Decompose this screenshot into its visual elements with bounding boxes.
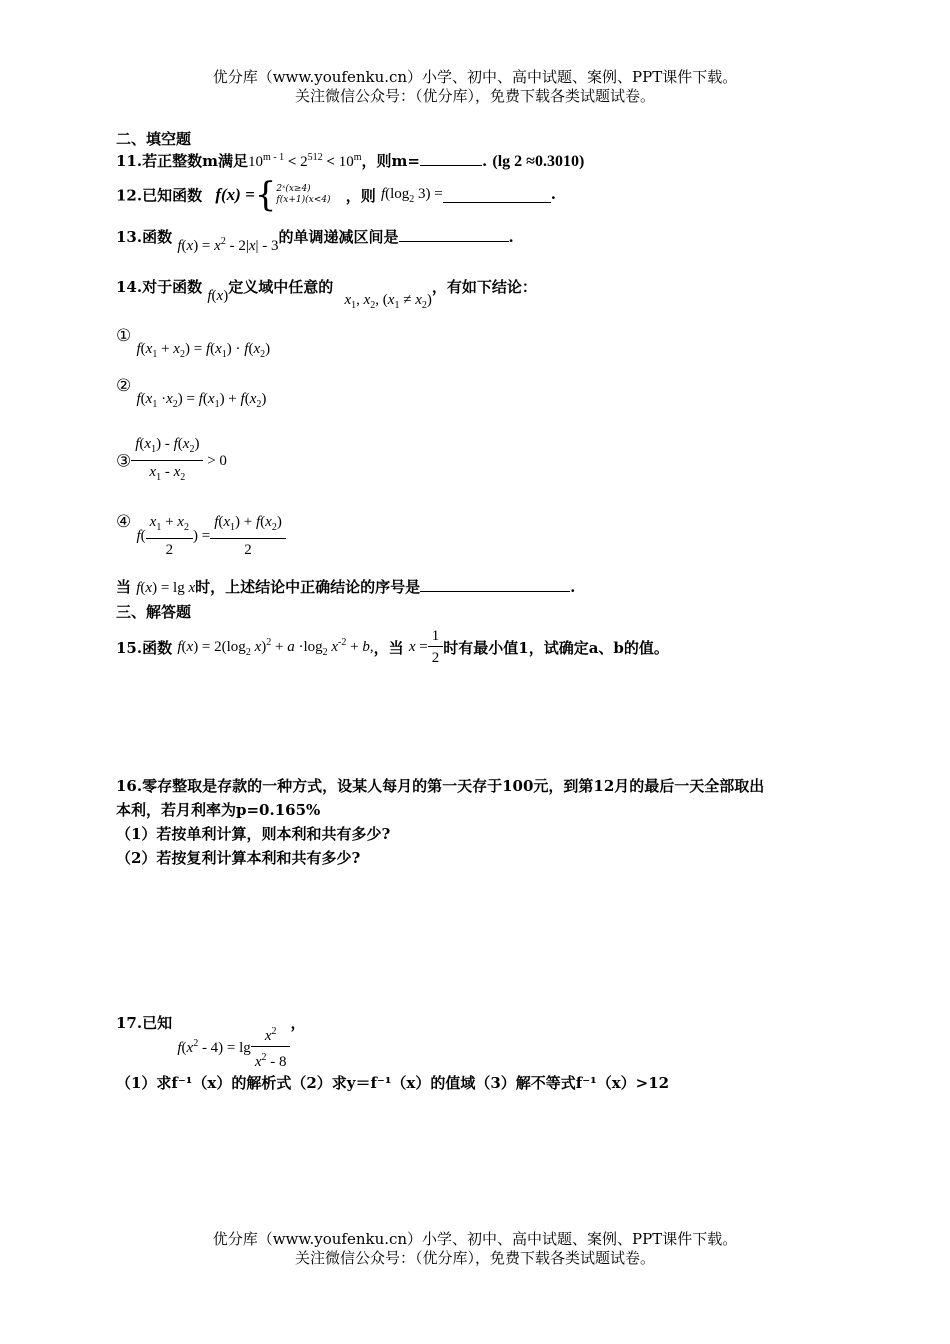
- q17-subquestions: （1）求f⁻¹（x）的解析式（2）求y＝f⁻¹（x）的值域（3）解不等式f⁻¹（x）>12: [116, 1074, 670, 1092]
- q14-item-1: ① $f(x_1 + x_2) = f(x_1) \cdot f(x_2)$: [116, 326, 271, 360]
- q13-lead: 13.函数: [116, 228, 173, 246]
- q12-piecewise-cases: 2ˣ(x≥4) f(x+1)(x<4): [276, 184, 331, 205]
- footer-line-1: 优分库（www.youfenku.cn）小学、初中、高中试题、案例、PPT课件下载。: [212, 1230, 738, 1248]
- question-13: 13.函数 $f(x) = x^2 - 2|x| - 3$的单调递减区间是 .: [116, 228, 514, 254]
- question-16: 16.零存整取是存款的一种方式，设某人每月的第一天存于100元，到第12月的最后一天全部取出 本利，若月利率为p=0.165% （1）若按单利计算，则本利和共有多少? （2）若按复利计算本利和共有多少?: [116, 777, 765, 867]
- q15-lead: 15.函数: [116, 639, 173, 657]
- q12-answer-blank: [443, 188, 551, 203]
- page-header: [0, 68, 950, 106]
- q11-answer-blank: [420, 151, 482, 166]
- q13-function: $f(x) = x^2 - 2|x| - 3$: [177, 236, 279, 254]
- q14-lead: 14.对于函数: [116, 278, 203, 296]
- header-line-1: 优分库（www.youfenku.cn）小学、初中、高中试题、案例、PPT课件下载。: [212, 68, 738, 86]
- question-17: 17.已知 $f(x^2 - 4) = \lg$ $\frac{x^2}{x^2 - 8}$ ，: [116, 1014, 306, 1070]
- question-14: 14.对于函数 f(x)定义域中任意的 $x_1$, $x_2$, $(x_1 \ne x_2)$，有如下结论：: [116, 278, 537, 311]
- q13-tail: 的单调递减区间是: [278, 228, 399, 246]
- q14-answer-blank: [420, 577, 570, 592]
- q14-item-4: ④ f( $\frac{x_1 + x_2}{2}$ ) = $\frac{f(x_1) + f(x_2)}{2}$: [116, 512, 286, 561]
- q12-lead: 12.已知函数: [116, 186, 203, 205]
- q14-item-3: ③ $\frac{f(x_1) - f(x_2)}{x_1 - x_2}$ > 0: [116, 436, 227, 483]
- q14-mid: 定义域中任意的: [228, 278, 334, 296]
- q14-conclusion: 当 f(x) = lg x时，上述结论中正确结论的序号是 .: [116, 578, 576, 596]
- q13-answer-blank: [399, 227, 509, 242]
- page-footer: [0, 1230, 950, 1268]
- q14-item-2: ② $f(x_1 \cdot x_2) = f(x_1) + f(x_2)$: [116, 376, 267, 410]
- q11-lead: 11.若正整数m满足: [116, 152, 248, 170]
- question-15: 15.函数 $f(x) = 2(\log_2$ $x)^2 + a \cdot\log_2$ $x^{-2} + b$,，当 x = $\frac{1}{2}$ 时有最小值1，试确定a、b的值。: [116, 628, 669, 666]
- q14-tail: ，有如下结论：: [431, 278, 537, 296]
- q17-lead: 17.已知: [116, 1014, 173, 1032]
- footer-line-2: 关注微信公众号：（优分库），免费下载各类试题试卷。: [294, 1249, 655, 1267]
- q11-tail: ，则m=: [361, 152, 420, 170]
- q11-hint: (lg 2 ≈0.3010): [492, 153, 585, 170]
- q11-inequality: $10^{m - 1} < 2^{512} < 10^m$: [247, 152, 362, 170]
- question-11: 11.若正整数m满足$10^{m - 1} < 2^{512} < 10^m$，则m= . (lg 2 ≈0.3010): [116, 152, 585, 170]
- section-answer: 三、解答题: [116, 603, 192, 621]
- section-fill-blank: 二、填空题: [116, 130, 192, 148]
- header-line-2: 关注微信公众号：（优分库），免费下载各类试题试卷。: [294, 87, 655, 105]
- q12-tail: ，则: [345, 186, 376, 205]
- question-12: 12.已知函数 f(x) ={ 2ˣ(x≥4) f(x+1)(x<4) ，则 $f(\log_2$ 3) = .: [116, 175, 556, 215]
